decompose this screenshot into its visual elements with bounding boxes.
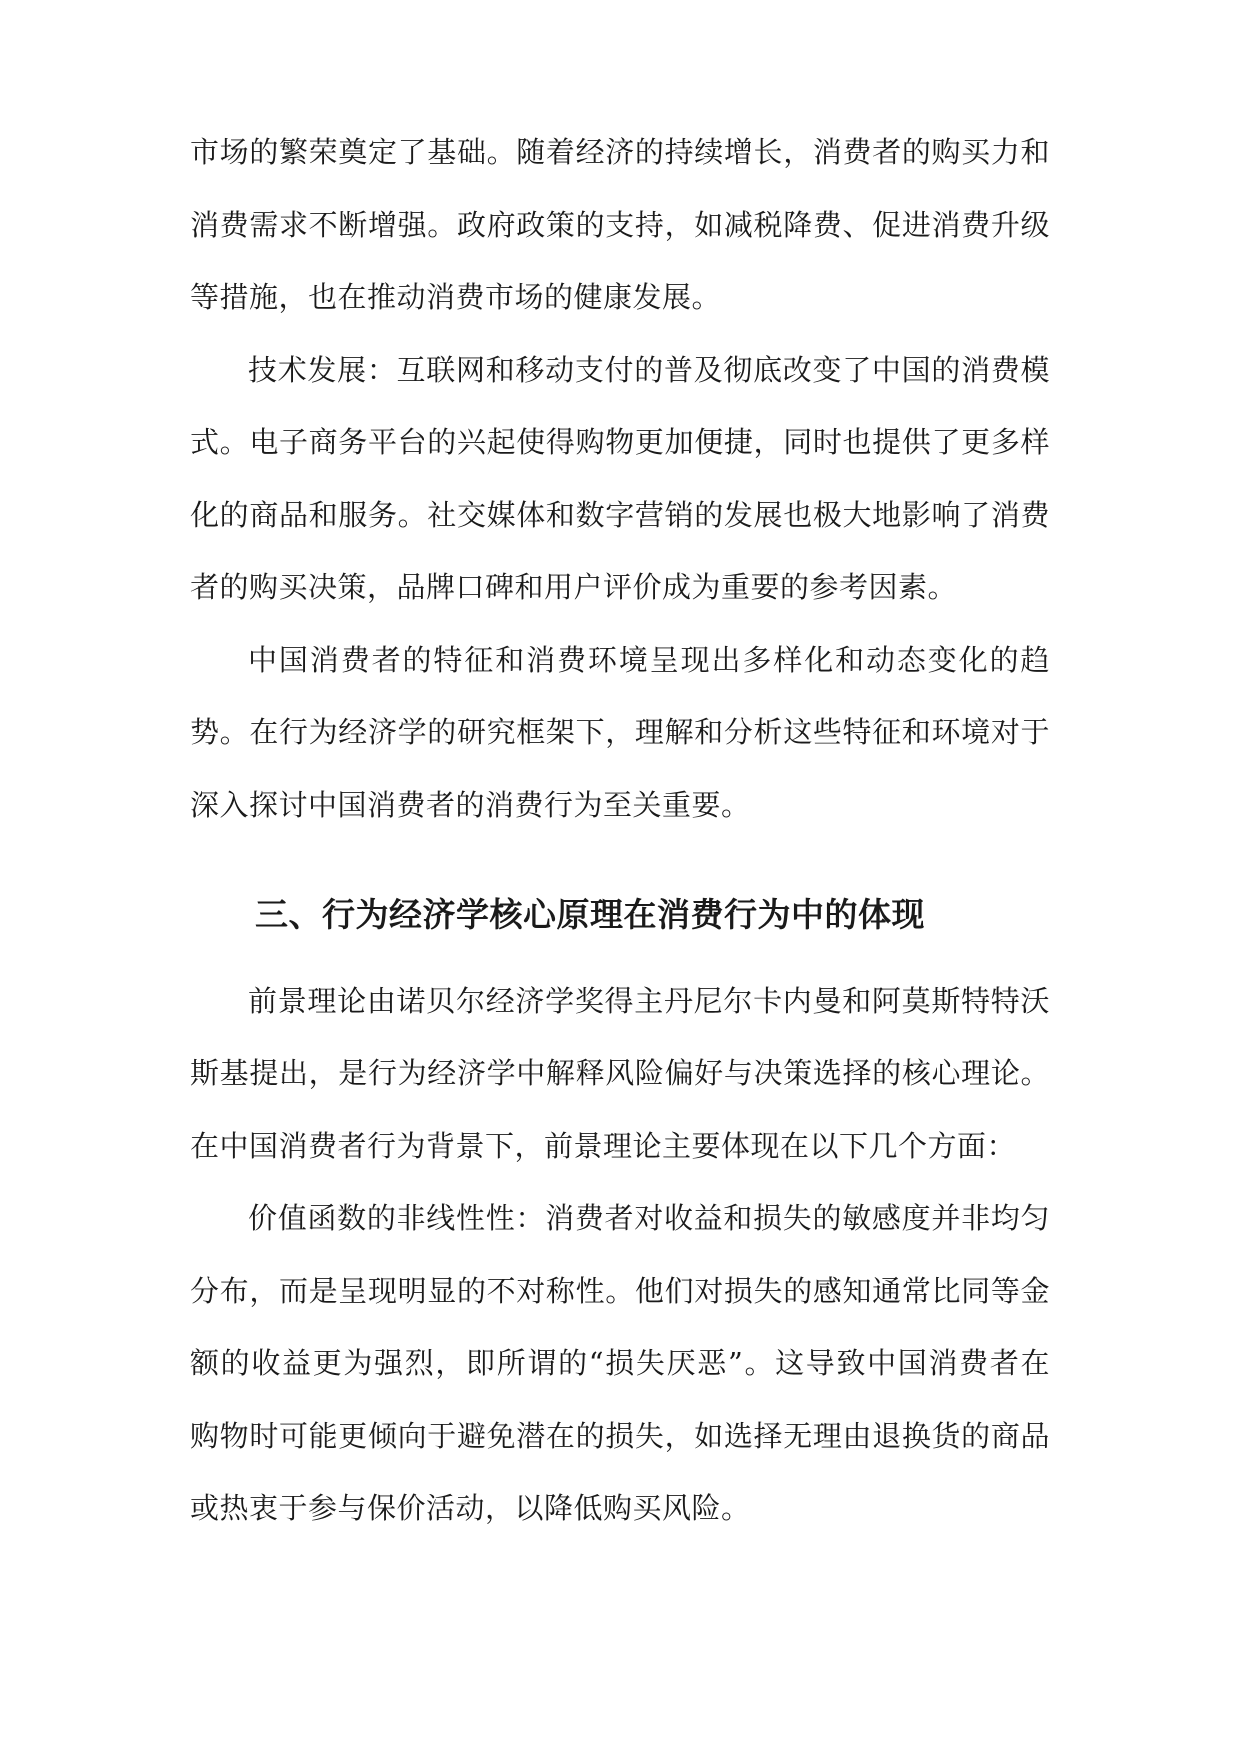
paragraph-4-line-2: 斯基提出，是行为经济学中解释风险偏好与决策选择的核心理论。	[190, 1056, 1050, 1090]
paragraph-2-line-2: 式。电子商务平台的兴起使得购物更加便捷，同时也提供了更多样	[190, 425, 1050, 459]
paragraph-4-line-1: 前景理论由诺贝尔经济学奖得主丹尼尔卡内曼和阿莫斯特特沃	[248, 984, 1050, 1018]
paragraph-4-line-3: 在中国消费者行为背景下，前景理论主要体现在以下几个方面：	[190, 1129, 1017, 1163]
paragraph-2-line-3: 化的商品和服务。社交媒体和数字营销的发展也极大地影响了消费	[190, 498, 1050, 532]
paragraph-3-line-1: 中国消费者的特征和消费环境呈现出多样化和动态变化的趋	[248, 643, 1050, 677]
paragraph-5-line-2: 分布，而是呈现明显的不对称性。他们对损失的感知通常比同等金	[190, 1274, 1050, 1308]
section-heading: 三、行为经济学核心原理在消费行为中的体现	[255, 895, 925, 934]
paragraph-2-line-1: 技术发展：互联网和移动支付的普及彻底改变了中国的消费模	[248, 353, 1050, 387]
paragraph-5-line-4: 购物时可能更倾向于避免潜在的损失，如选择无理由退换货的商品	[190, 1419, 1050, 1453]
paragraph-5-line-1: 价值函数的非线性性：消费者对收益和损失的敏感度并非均匀	[248, 1201, 1050, 1235]
paragraph-1-line-1: 市场的繁荣奠定了基础。随着经济的持续增长，消费者的购买力和	[190, 135, 1050, 169]
paragraph-1-line-3: 等措施，也在推动消费市场的健康发展。	[190, 280, 722, 314]
paragraph-1-line-2: 消费需求不断增强。政府政策的支持，如减税降费、促进消费升级	[190, 208, 1050, 242]
paragraph-3-line-3: 深入探讨中国消费者的消费行为至关重要。	[190, 788, 751, 822]
paragraph-5-line-5: 或热衷于参与保价活动，以降低购买风险。	[190, 1491, 751, 1525]
paragraph-5-line-3: 额的收益更为强烈，即所谓的“损失厌恶”。这导致中国消费者在	[190, 1346, 1050, 1380]
paragraph-2-line-4: 者的购买决策，品牌口碑和用户评价成为重要的参考因素。	[190, 570, 958, 604]
paragraph-3-line-2: 势。在行为经济学的研究框架下，理解和分析这些特征和环境对于	[190, 715, 1050, 749]
